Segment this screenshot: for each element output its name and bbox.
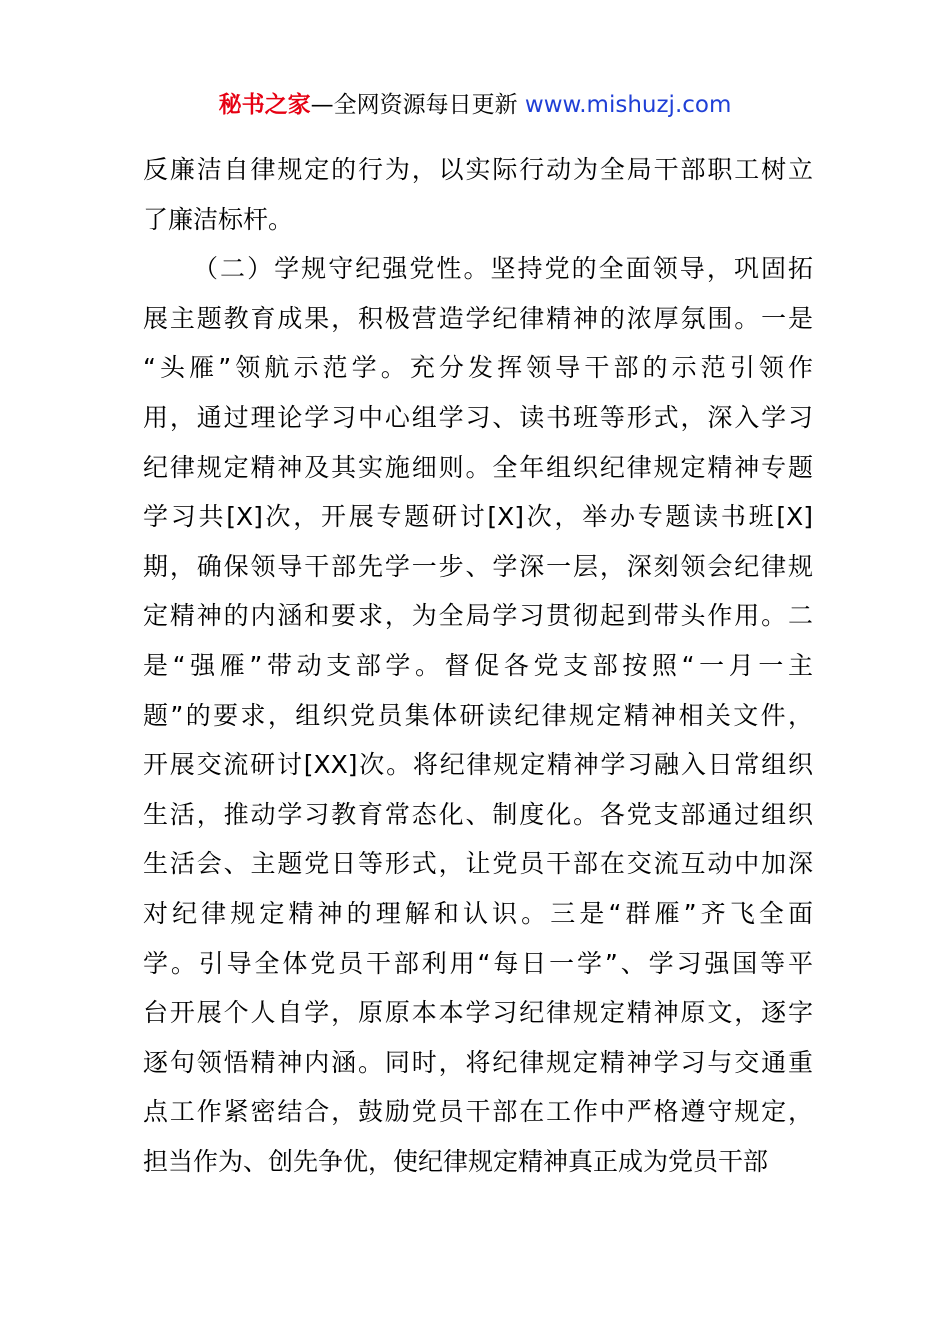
- paragraph-1: [143, 145, 813, 244]
- text-line: 点工作紧密结合，鼓励党员干部在工作中严格遵守规定，: [143, 1097, 813, 1127]
- text-line: 学。引导全体党员干部利用“每日一学”、学习强国等平: [143, 948, 813, 978]
- text-line: 是“强雁”带动支部学。督促各党支部按照“一月一主: [143, 650, 813, 680]
- text-line: 逐句领悟精神内涵。同时，将纪律规定精神学习与交通重: [143, 1047, 813, 1077]
- document-body: [143, 145, 813, 1186]
- site-url[interactable]: www.mishuzj.com: [524, 92, 732, 118]
- text-line: 展主题教育成果，积极营造学纪律精神的浓厚氛围。一是: [143, 303, 813, 333]
- text-line: 开展交流研讨[XX]次。将纪律规定精神学习融入日常组织: [143, 750, 813, 780]
- paragraph-2: [143, 244, 813, 1186]
- site-header: [0, 88, 950, 122]
- site-brand: 秘书之家: [218, 92, 311, 118]
- text-line: 学习共[X]次，开展专题研讨[X]次，举办专题读书班[X]: [143, 502, 813, 532]
- text-line: （二）学规守纪强党性。坚持党的全面领导，巩固拓: [193, 254, 813, 284]
- text-line: 担当作为、创先争优，使纪律规定精神真正成为党员干部: [143, 1146, 769, 1176]
- text-line: 台开展个人自学，原原本本学习纪律规定精神原文，逐字: [143, 998, 813, 1028]
- text-line: 对纪律规定精神的理解和认识。三是“群雁”齐飞全面: [143, 898, 813, 928]
- text-line: 题”的要求，组织党员集体研读纪律规定精神相关文件，: [143, 700, 813, 730]
- text-line: 期，确保领导干部先学一步、学深一层，深刻领会纪律规: [143, 551, 813, 581]
- text-line: 用，通过理论学习中心组学习、读书班等形式，深入学习: [143, 402, 813, 432]
- text-line: 生活会、主题党日等形式，让党员干部在交流互动中加深: [143, 849, 813, 879]
- text-line: 纪律规定精神及其实施细则。全年组织纪律规定精神专题: [143, 452, 813, 482]
- site-slogan: —全网资源每日更新: [310, 92, 525, 118]
- text-line: 了廉洁标杆。: [143, 204, 294, 234]
- text-line: 生活，推动学习教育常态化、制度化。各党支部通过组织: [143, 799, 813, 829]
- text-line: 定精神的内涵和要求，为全局学习贯彻起到带头作用。二: [143, 601, 813, 631]
- text-line: 反廉洁自律规定的行为，以实际行动为全局干部职工树立: [143, 155, 813, 184]
- text-line: “头雁”领航示范学。充分发挥领导干部的示范引领作: [143, 353, 813, 383]
